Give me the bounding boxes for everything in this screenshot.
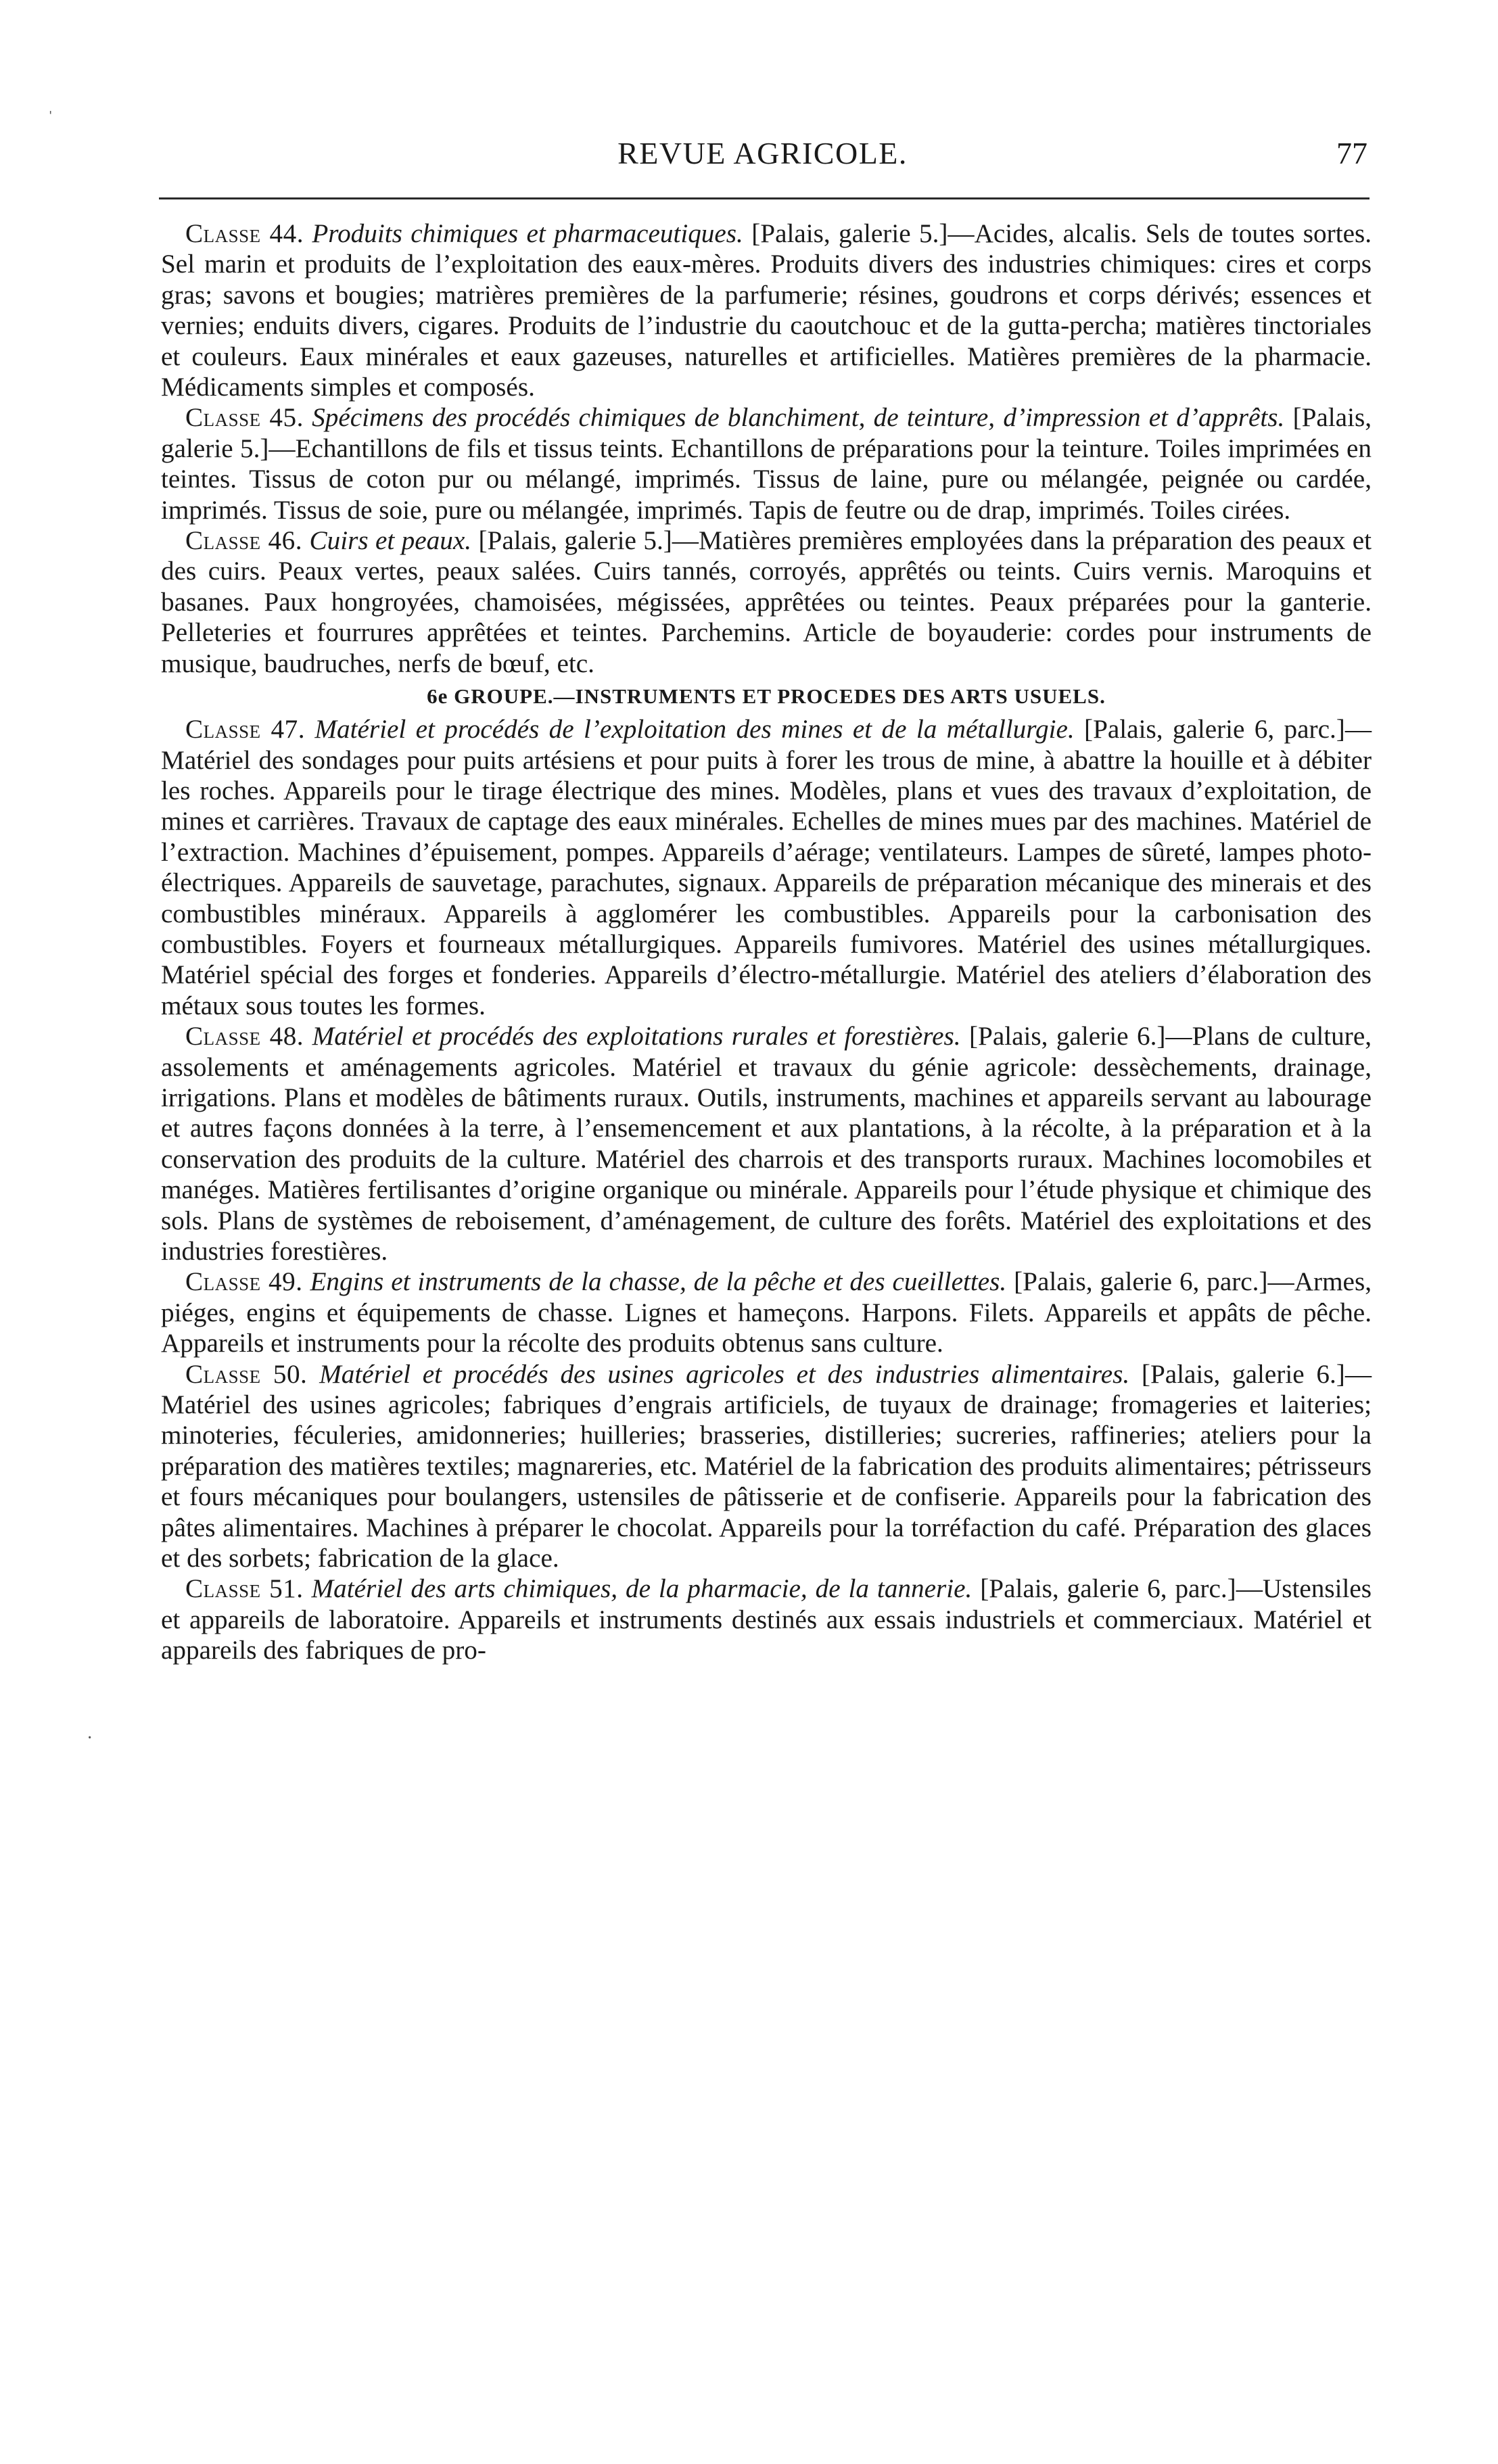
classe-title: Matériel des arts chimiques, de la pharmacie, de la tannerie. (311, 1574, 973, 1604)
classe-title: Engins et instruments de la chasse, de la pêche et des cueillettes. (310, 1267, 1007, 1297)
classe-title: Cuirs et peaux. (309, 526, 472, 556)
classe-49-paragraph (161, 1266, 1372, 1358)
classe-45-paragraph (161, 402, 1372, 525)
classe-label: Classe 44. (185, 219, 304, 248)
classe-text: [Palais, galerie 6.]—Matériel des usines agricoles; fabriques d’engrais artificiels, de tuyaux de drainage; fromageries et laiteries; minoteries, féculeries, amidonneries; huilleries; brasseries, distilleries; sucreries, raffineries; ateliers pour la préparation des matières textiles; magnareries, etc. Matériel de la fabrication des produits alimentaires; pétrisseurs et fours mécaniques pour boulangers, ustensiles de pâtisserie et de confiserie. Appareils pour la fabrication des pâtes alimentaires. Machines à préparer le chocolat. Appareils pour la torréfaction du café. Préparation des glaces et des sorbets; fabrication de la glace. (161, 1359, 1372, 1573)
classe-48-paragraph (161, 1021, 1372, 1266)
classe-label: Classe 47. (185, 715, 305, 744)
classe-text: [Palais, galerie 6.]—Plans de culture, assolements et aménagements agricoles. Matériel et travaux du génie agricole: dessèchements, drainage, irrigations. Plans et modèles de bâtiments ruraux. Outils, instruments, machines et appareils servant au labourage et autres façons données à la terre, à l’ensemencement et aux plantations, à la récolte, à la préparation et à la conservation des produits de la culture. Matériel des charrois et des transports ruraux. Machines locomobiles et manéges. Matières fertilisantes d’origine organique ou minérale. Appareils pour l’étude physique et chimique des sols. Plans de systèmes de reboisement, d’aménagement, de culture des forêts. Matériel des exploitations et des industries forestières. (161, 1022, 1372, 1266)
classe-51-paragraph (161, 1573, 1372, 1665)
classe-44-paragraph (161, 218, 1372, 402)
header-rule (159, 197, 1370, 199)
classe-label: Classe 50. (185, 1359, 308, 1389)
classe-50-paragraph (161, 1359, 1372, 1574)
classe-label: Classe 51. (185, 1574, 304, 1604)
page-header (152, 135, 1373, 183)
classe-label: Classe 49. (185, 1267, 303, 1297)
classe-label: Classe 48. (185, 1022, 304, 1051)
margin-speck: · (87, 1728, 93, 1749)
classe-47-paragraph (161, 714, 1372, 1021)
classe-title: Produits chimiques et pharmaceutiques. (312, 219, 743, 248)
classe-46-paragraph (161, 525, 1372, 679)
running-title: REVUE AGRICOLE. (617, 136, 908, 170)
classe-title: Matériel et procédés des exploitations rurales et forestières. (312, 1022, 961, 1051)
classe-title: Spécimens des procédés chimiques de blanchiment, de teinture, d’impression et d’apprêts. (312, 403, 1285, 433)
page-number: 77 (1336, 136, 1367, 170)
classe-text: [Palais, galerie 6, parc.]—Matériel des sondages pour puits artésiens et pour puits à forer les trous de mine, à abattre la houille et à débiter les roches. Appareils pour le tirage électrique des mines. Modèles, plans et vues des travaux d’exploitation, de mines et carrières. Travaux de captage des eaux minérales. Echelles de mines mues par des machines. Matériel de l’extraction. Machines d’épuisement, pompes. Appareils d’aérage; ventilateurs. Lampes de sûreté, lampes photo-électriques. Appareils de sauvetage, parachutes, signaux. Appareils de préparation mécanique des minerais et des combustibles minéraux. Appareils à agglomérer les combustibles. Appareils pour la carbonisation des combustibles. Foyers et fourneaux métallurgiques. Appareils fumivores. Matériel des usines métallurgiques. Matériel spécial des forges et fonderies. Appareils d’électro-métallurgie. Matériel des ateliers d’élaboration des métaux sous toutes les formes. (161, 715, 1372, 1020)
page-body (161, 218, 1372, 1666)
classe-label: Classe 45. (185, 403, 304, 433)
classe-title: Matériel et procédés des usines agricoles et des industries alimentaires. (319, 1359, 1130, 1389)
group-heading: 6e GROUPE.—INSTRUMENTS ET PROCEDES DES ARTS USUELS. (427, 684, 1106, 709)
classe-text: [Palais, galerie 5.]—Acides, alcalis. Sels de toutes sortes. Sel marin et produits de l’exploitation des eaux-mères. Produits divers des industries chimiques: cires et corps gras; savons et bougies; matrières premières de la parfumerie; résines, goudrons et corps dérivés; essences et vernies; enduits divers, cigares. Produits de l’industrie du caoutchouc et de la gutta-percha; matières tinctoriales et couleurs. Eaux minérales et eaux gazeuses, naturelles et artificielles. Matières premières de la pharmacie. Médicaments simples et composés. (161, 219, 1372, 402)
classe-title: Matériel et procédés de l’exploitation des mines et de la métallurgie. (314, 715, 1075, 744)
classe-label: Classe 46. (185, 526, 303, 556)
classe-text: [Palais, galerie 6, parc.]—Ustensiles et appareils de laboratoire. Appareils et instruments destinés aux essais industriels et commerciaux. Matériel et appareils des fabriques de pro- (161, 1574, 1372, 1665)
classe-text: [Palais, galerie 6, parc.]—Armes, piéges, engins et équipements de chasse. Lignes et hameçons. Harpons. Filets. Appareils et appâts de pêche. Appareils et instruments pour la récolte des produits obtenus sans culture. (161, 1267, 1372, 1358)
margin-speck: ˈ (47, 108, 54, 129)
classe-text: [Palais, galerie 5.]—Matières premières employées dans la préparation des peaux et des cuirs. Peaux vertes, peaux salées. Cuirs tannés, corroyés, apprêtés ou teints. Cuirs vernis. Maroquins et basanes. Paux hongroyées, chamoisées, mégissées, apprêtées ou teintes. Peaux préparées pour la ganterie. Pelleteries et fourrures apprêtées et teintes. Parchemins. Article de boyauderie: cordes pour instruments de musique, baudruches, nerfs de bœuf, etc. (161, 526, 1372, 678)
classe-text: [Palais, galerie 5.]—Echantillons de fils et tissus teints. Echantillons de préparations pour la teinture. Toiles imprimées en teintes. Tissus de coton pur ou mélangé, imprimés. Tissus de laine, pure ou mélangée, peignée ou cardée, imprimés. Tissus de soie, pure ou mélangée, imprimés. Tapis de feutre ou de drap, imprimés. Toiles cirées. (161, 403, 1372, 525)
